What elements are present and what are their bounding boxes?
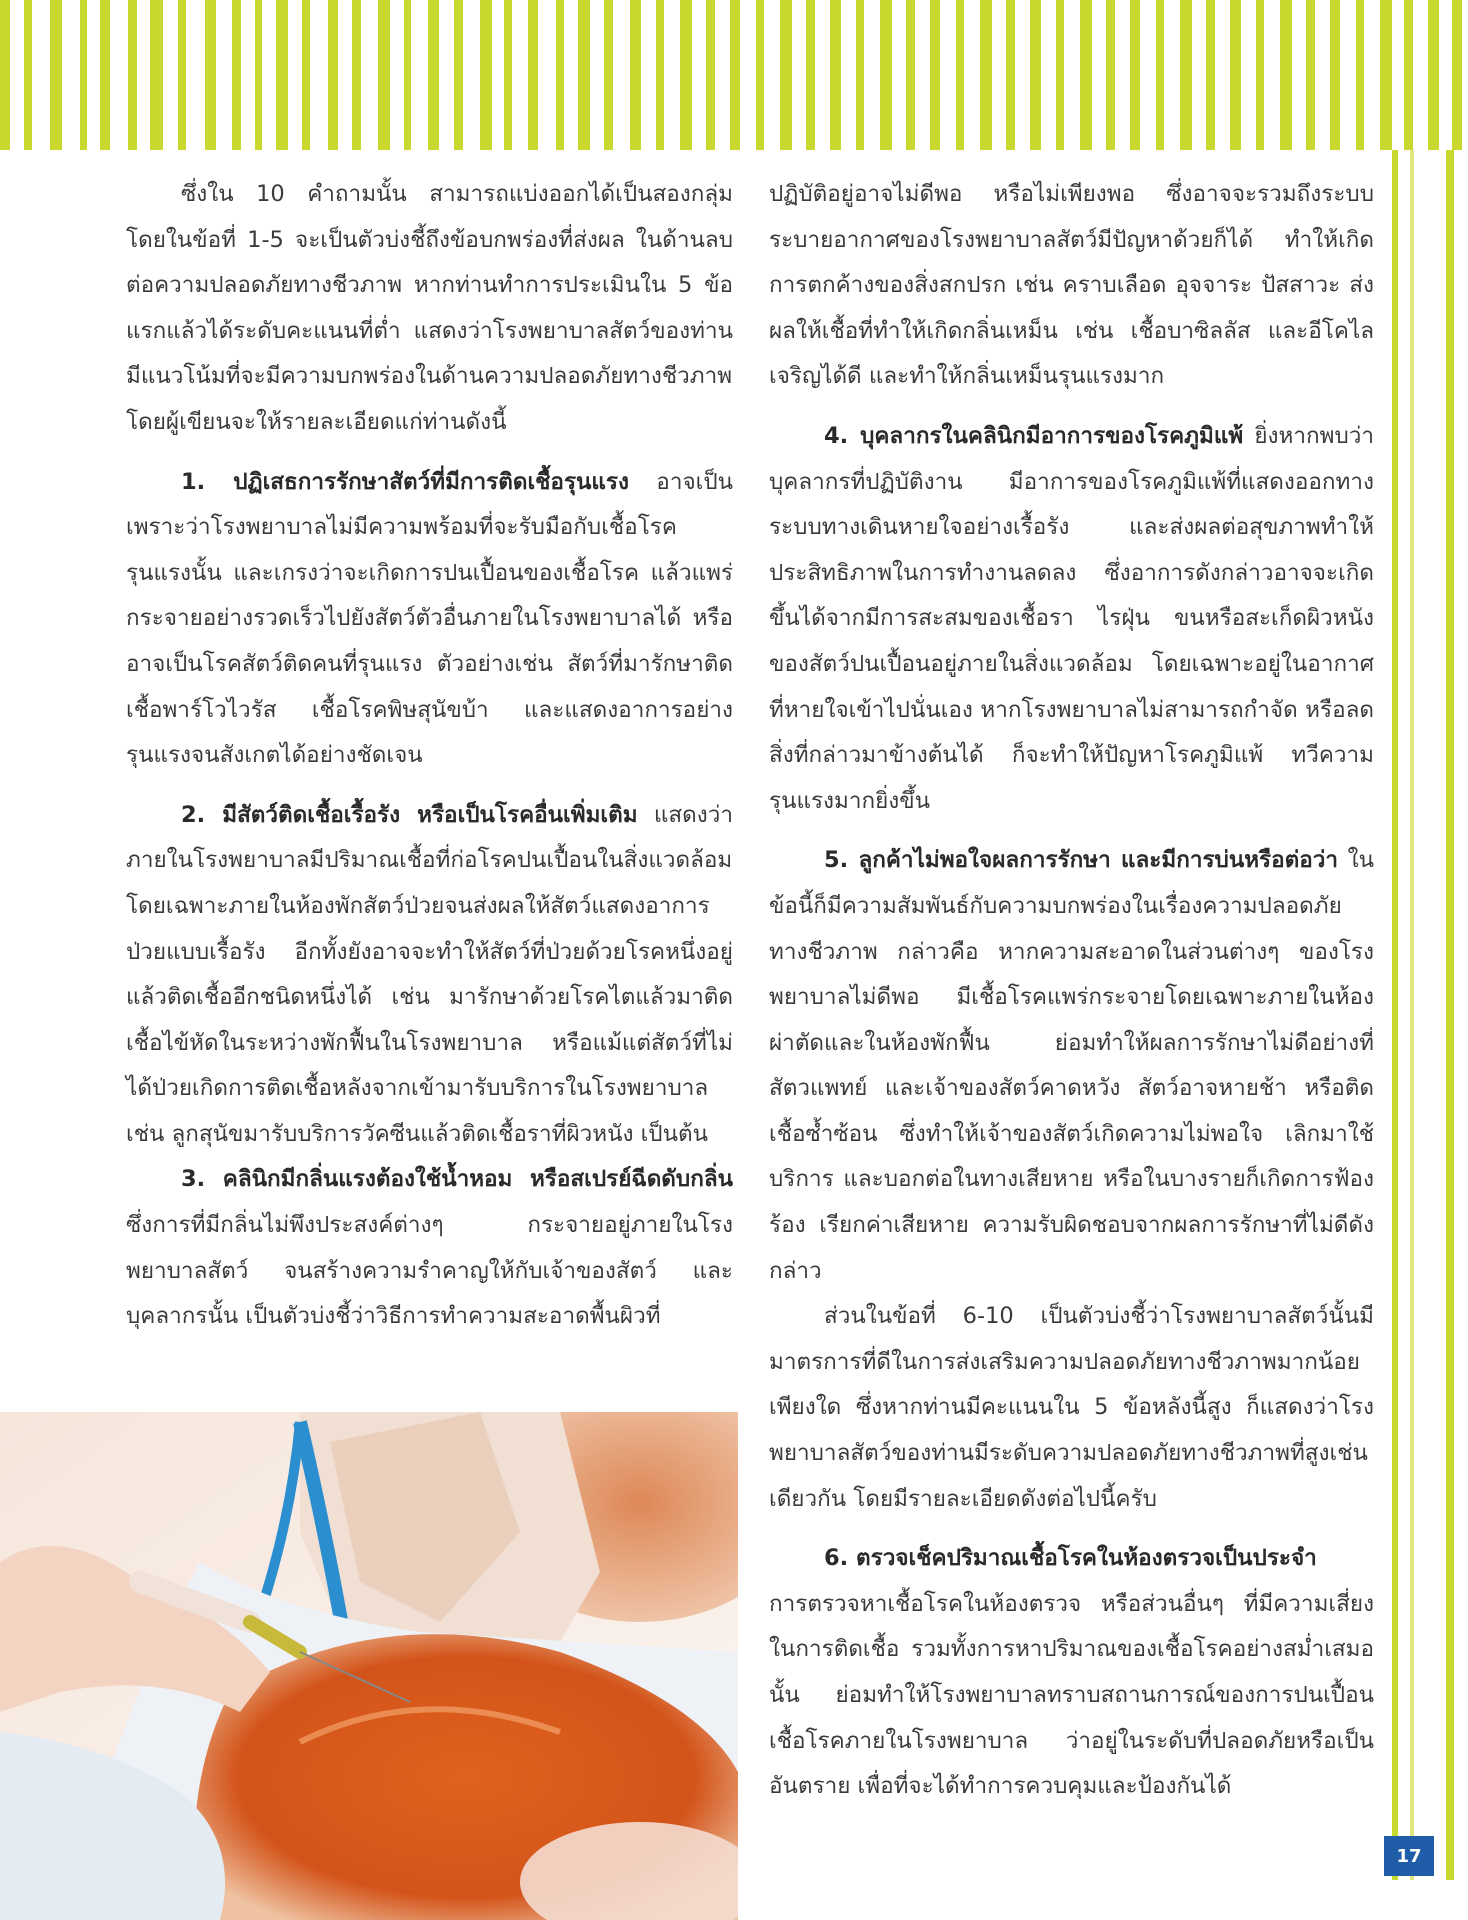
header-stripe-pattern [0, 0, 1468, 150]
item-6-body: การตรวจหาเชื้อโรคในห้องตรวจ หรือส่วนอื่นๆ ที่มีความเสี่ยงในการติดเชื้อ รวมทั้งการหาปริมาณของเชื้อโรคอย่างสม่ำเสมอนั้น ย่อมทำให้โรงพยาบาลทราบสถานการณ์ของการปนเปื้อนเชื้อโรคภายในโรงพยาบาล ว่าอยู่ในระดับที่ปลอดภัยหรือเป็นอันตราย เพื่อที่จะได้ทำการควบคุมและป้องกันได้ [769, 1590, 1374, 1800]
item-3-body: ซึ่งการที่มีกลิ่นไม่พึงประสงค์ต่างๆ กระจายอยู่ภายในโรงพยาบาลสัตว์ จนสร้างความรำคาญให้กับเจ้าของสัตว์ และบุคลากรนั้น เป็นตัวบ่งชี้ว่าวิธีการทำความสะอาดพื้นผิวที่ [126, 1212, 733, 1330]
item-5 [769, 838, 1374, 1294]
item-1-body: อาจเป็นเพราะว่าโรงพยาบาลไม่มีความพร้อมที่จะรับมือกับเชื้อโรครุนแรงนั้น และเกรงว่าจะเกิดการปนเปื้อนของเชื้อโรค แล้วแพร่กระจายอย่างรวดเร็วไปยังสัตว์ตัวอื่นภายในโรงพยาบาลได้ หรืออาจเป็นโรคสัตว์ติดคนที่รุนแรง ตัวอย่างเช่น สัตว์ที่มารักษาติดเชื้อพาร์โวไวรัส เชื้อโรคพิษสุนัขบ้า และแสดงอาการอย่างรุนแรงจนสังเกตได้อย่างชัดเจน [126, 468, 733, 769]
item-6-title-text: 6. ตรวจเช็คปริมาณเชื้อโรคในห้องตรวจเป็นประจำ [824, 1545, 1317, 1572]
photo-illustration-icon [0, 1412, 738, 1920]
item-4 [769, 414, 1374, 824]
right-accent-band [1392, 150, 1398, 1880]
left-column [126, 172, 733, 1340]
item-2-body: แสดงว่าภายในโรงพยาบาลมีปริมาณเชื้อที่ก่อโรคปนเปื้อนในสิ่งแวดล้อม โดยเฉพาะภายในห้องพักสัตว์ป่วยจนส่งผลให้สัตว์แสดงอาการป่วยแบบเรื้อรัง อีกทั้งยังอาจจะทำให้สัตว์ที่ป่วยด้วยโรคหนึ่งอยู่แล้วติดเชื้ออีกชนิดหนึ่งได้ เช่น มารักษาด้วยโรคไตแล้วมาติดเชื้อไข้หัดในระหว่างพักฟื้นในโรงพยาบาล หรือแม้แต่สัตว์ที่ไม่ได้ป่วยเกิดการติดเชื้อหลังจากเข้ามารับบริการในโรงพยาบาล เช่น ลูกสุนัขมารับบริการวัคซีนแล้วติดเชื้อราที่ผิวหนัง เป็นต้น [126, 801, 733, 1147]
page-number: 17 [1384, 1836, 1434, 1876]
item-3 [126, 1157, 733, 1339]
item-3-title: 3. คลินิกมีกลิ่นแรงต้องใช้น้ำหอม หรือสเปรย์ฉีดดับกลิ่น [181, 1166, 733, 1193]
part-2-intro: ส่วนในข้อที่ 6-10 เป็นตัวบ่งชี้ว่าโรงพยาบาลสัตว์นั้นมีมาตรการที่ดีในการส่งเสริมความปลอดภัยทางชีวภาพมากน้อยเพียงใด ซึ่งหากท่านมีคะแนนใน 5 ข้อหลังนี้สูง ก็แสดงว่าโรงพยาบาลสัตว์ของท่านมีระดับความปลอดภัยทางชีวภาพที่สูงเช่นเดียวกัน โดยมีรายละเอียดดังต่อไปนี้ครับ [769, 1303, 1374, 1512]
intro-paragraph: ซึ่งใน 10 คำถามนั้น สามารถแบ่งออกได้เป็นสองกลุ่ม โดยในข้อที่ 1-5 จะเป็นตัวบ่งชี้ถึงข้อบกพร่องที่ส่งผล ในด้านลบต่อความปลอดภัยทางชีวภาพ หากท่านทำการประเมินใน 5 ข้อแรกแล้วได้ระดับคะแนนที่ต่ำ แสดงว่าโรงพยาบาลสัตว์ของท่านมีแนวโน้มที่จะมีความบกพร่องในด้านความปลอดภัยทางชีวภาพ โดยผู้เขียนจะให้รายละเอียดแก่ท่านดังนี้ [126, 181, 733, 435]
item-4-body: ยิ่งหากพบว่าบุคลากรที่ปฏิบัติงาน มีอาการของโรคภูมิแพ้ที่แสดงออกทางระบบทางเดินหายใจอย่างเรื้อรัง และส่งผลต่อสุขภาพทำให้ประสิทธิภาพในการทำงานลดลง ซึ่งอาการดังกล่าวอาจจะเกิดขึ้นได้จากมีการสะสมของเชื้อรา ไรฝุ่น ขนหรือสะเก็ดผิวหนังของสัตว์ปนเปื้อนอยู่ภายในสิ่งแวดล้อม โดยเฉพาะอยู่ในอากาศที่หายใจเข้าไปนั่นเอง หากโรงพยาบาลไม่สามารถกำจัด หรือลดสิ่งที่กล่าวมาข้างต้นได้ ก็จะทำให้ปัญหาโรคภูมิแพ้ ทวีความรุนแรงมากยิ่งขึ้น [769, 422, 1374, 814]
item-2 [126, 793, 733, 1158]
veterinarian-injecting-dog-photo [0, 1412, 738, 1920]
item-6-title [769, 1536, 1374, 1582]
right-column [769, 172, 1374, 1810]
item-1 [126, 460, 733, 779]
item-5-body: ในข้อนี้ก็มีความสัมพันธ์กับความบกพร่องในเรื่องความปลอดภัยทางชีวภาพ กล่าวคือ หากความสะอาดในส่วนต่างๆ ของโรงพยาบาลไม่ดีพอ มีเชื้อโรคแพร่กระจายโดยเฉพาะภายในห้องผ่าตัดและในห้องพักฟื้น ย่อมทำให้ผลการรักษาไม่ดีอย่างที่สัตวแพทย์ และเจ้าของสัตว์คาดหวัง สัตว์อาจหายช้า หรือติดเชื้อซ้ำซ้อน ซึ่งทำให้เจ้าของสัตว์เกิดความไม่พอใจ เลิกมาใช้บริการ และบอกต่อในทางเสียหาย หรือในบางรายก็เกิดการฟ้องร้อง เรียกค่าเสียหาย ความรับผิดชอบจากผลการรักษาที่ไม่ดีดังกล่าว [769, 847, 1374, 1284]
item-4-title: 4. บุคลากรในคลินิกมีอาการของโรคภูมิแพ้ [824, 422, 1244, 449]
right-accent-band [1410, 150, 1414, 1880]
item-5-title: 5. ลูกค้าไม่พอใจผลการรักษา และมีการบ่นหรือต่อว่า [824, 847, 1339, 874]
right-accent-band [1446, 150, 1454, 1880]
item-3-continued: ปฏิบัติอยู่อาจไม่ดีพอ หรือไม่เพียงพอ ซึ่งอาจจะรวมถึงระบบระบายอากาศของโรงพยาบาลสัตว์มีปัญหาด้วยก็ได้ ทำให้เกิดการตกค้างของสิ่งสกปรก เช่น คราบเลือด อุจจาระ ปัสสาวะ ส่งผลให้เชื้อที่ทำให้เกิดกลิ่นเหม็น เช่น เชื้อบาซิลลัส และอีโคไล เจริญได้ดี และทำให้กลิ่นเหม็นรุนแรงมาก [769, 181, 1374, 390]
item-2-title: 2. มีสัตว์ติดเชื้อเรื้อรัง หรือเป็นโรคอื่นเพิ่มเติม [181, 801, 638, 828]
item-1-title: 1. ปฏิเสธการรักษาสัตว์ที่มีการติดเชื้อรุนแรง [181, 468, 629, 495]
